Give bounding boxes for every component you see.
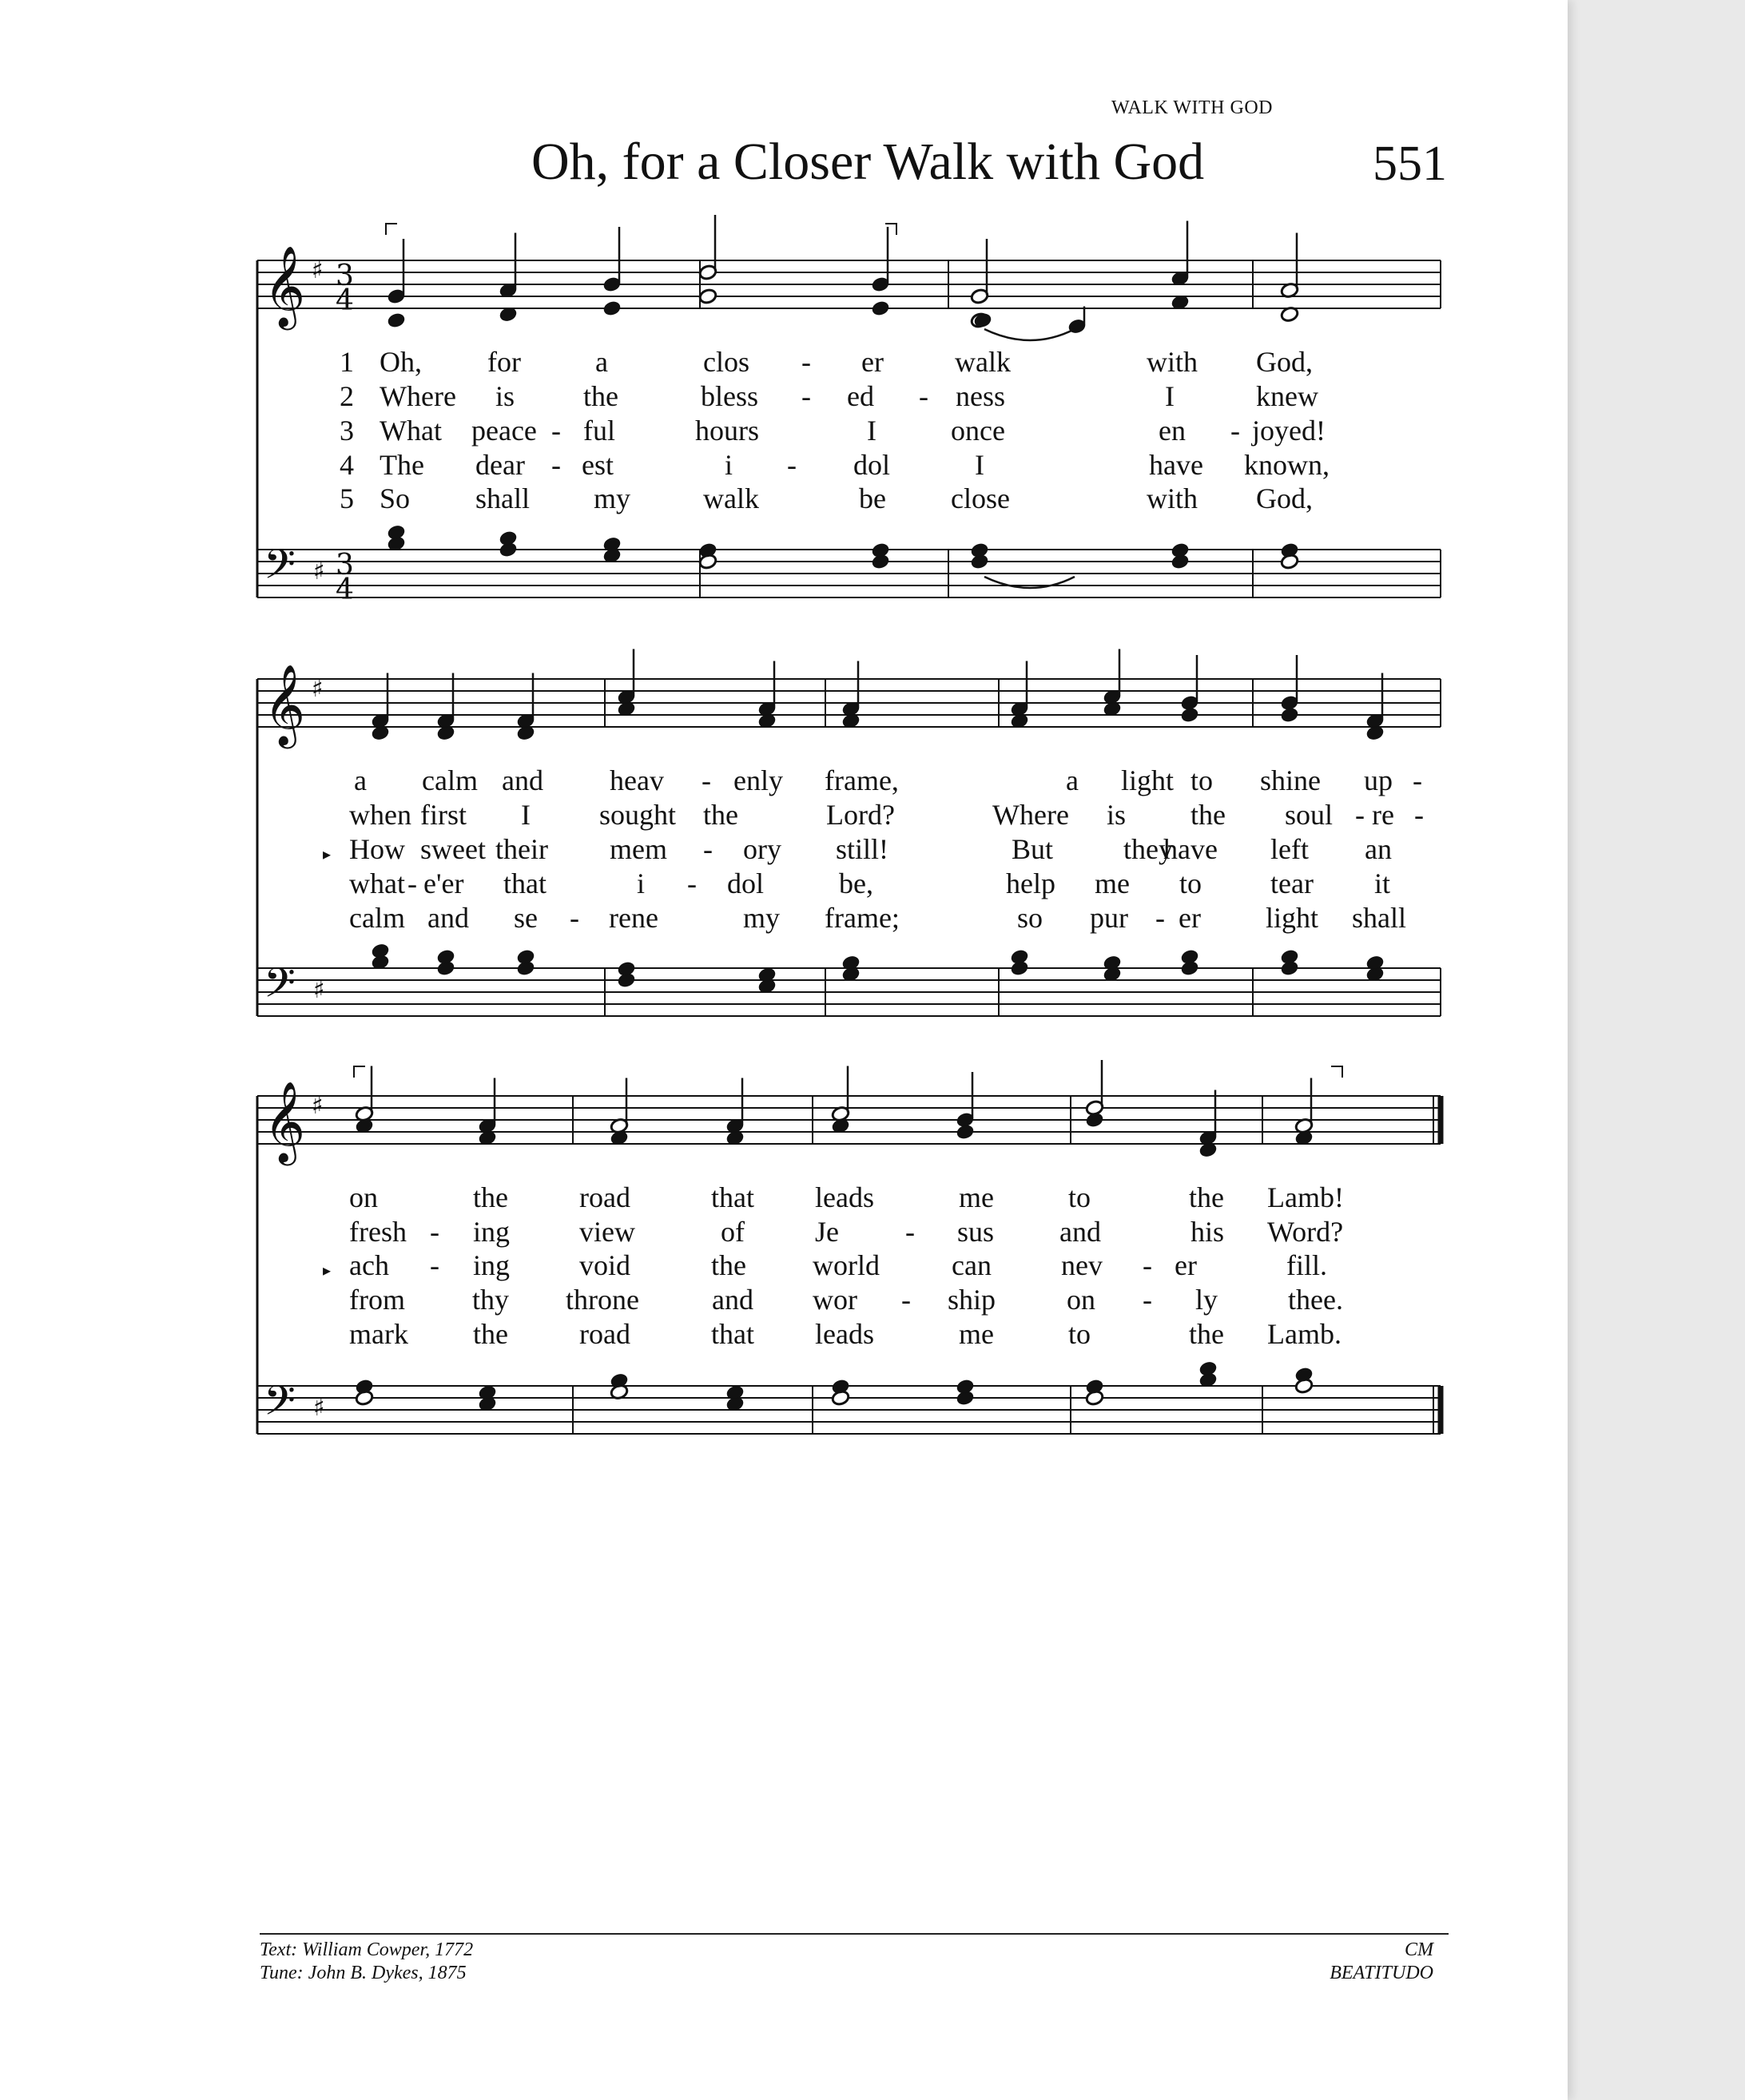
- lyric-syllable: walk: [703, 482, 759, 514]
- lyric-syllable: still!: [836, 833, 889, 865]
- lyric-syllable: -: [1355, 799, 1365, 831]
- lyric-syllable: the: [711, 1249, 746, 1281]
- lyric-syllable: up: [1364, 764, 1393, 796]
- lyric-syllable: shine: [1260, 764, 1321, 796]
- lyric-syllable: -: [407, 867, 417, 899]
- lyric-syllable: rene: [609, 902, 658, 934]
- lyric-syllable: er: [1175, 1249, 1197, 1281]
- treble-staff: [257, 260, 1441, 308]
- lyric-syllable: from: [349, 1284, 405, 1316]
- lyric-syllable: Lord?: [826, 799, 895, 831]
- lyric-syllable: Lamb.: [1267, 1318, 1342, 1350]
- lyric-syllable: I: [521, 799, 531, 831]
- lyric-syllable: I: [975, 449, 984, 481]
- lyric-syllable: and: [427, 902, 469, 934]
- note-head: [387, 524, 406, 541]
- lyric-syllable: view: [579, 1216, 635, 1248]
- phrase-bracket: [1331, 1066, 1342, 1078]
- note-head: [436, 949, 455, 966]
- lyric-syllable: But: [1012, 833, 1054, 865]
- bass-clef-icon: 𝄢: [264, 540, 296, 598]
- lyric-syllable: to: [1179, 867, 1202, 899]
- note-head: [1280, 949, 1299, 966]
- bass-staff: [257, 550, 1441, 597]
- lyric-syllable: my: [743, 902, 781, 934]
- note-head: [1085, 1112, 1104, 1129]
- lyric-syllable: that: [711, 1181, 754, 1213]
- lyric-syllable: -: [1143, 1284, 1152, 1316]
- lyric-syllable: -: [430, 1216, 439, 1248]
- lyric-syllable: to: [1190, 764, 1214, 796]
- bass-clef-icon: 𝄢: [264, 959, 296, 1017]
- text-credit-author: William Cowper, 1772: [302, 1939, 474, 1960]
- text-credit-label: Text:: [260, 1939, 298, 1960]
- lyric-syllable: soul: [1285, 799, 1334, 831]
- lyric-syllable: light: [1266, 902, 1319, 934]
- lyric-syllable: a: [1066, 764, 1079, 796]
- lyric-syllable: -: [687, 867, 697, 899]
- lyric-syllable: -: [570, 902, 579, 934]
- lyric-syllable: Where: [380, 380, 456, 412]
- note-head: [871, 300, 890, 317]
- lyric-syllable: -: [1413, 764, 1422, 796]
- footer-rule: [260, 1933, 1449, 1935]
- lyric-syllable: dear: [475, 449, 525, 481]
- lyric-syllable: God,: [1256, 346, 1313, 378]
- lyric-syllable: on: [1067, 1284, 1095, 1316]
- lyric-syllable: of: [721, 1216, 745, 1248]
- lyric-syllable: -: [901, 1284, 911, 1316]
- lyric-syllable: for: [487, 346, 521, 378]
- lyric-syllable: have: [1149, 449, 1203, 481]
- lyric-syllable: help: [1006, 867, 1055, 899]
- lyric-syllable: How: [349, 833, 405, 865]
- lyric-syllable: me: [959, 1181, 994, 1213]
- lyric-syllable: it: [1374, 867, 1391, 899]
- lyric-syllable: dol: [727, 867, 765, 899]
- sharp-icon: ♯: [313, 976, 325, 1004]
- tune-credit: [260, 1962, 467, 1984]
- lyric-syllable: heav: [610, 764, 664, 796]
- note-head: [371, 943, 390, 959]
- lyric-syllable: dol: [853, 449, 891, 481]
- verse-number: 3: [340, 415, 354, 447]
- lyric-syllable: void: [579, 1249, 631, 1281]
- sharp-icon: ♯: [312, 1092, 324, 1120]
- lyric-syllable: can: [952, 1249, 992, 1281]
- note-head: [602, 300, 622, 317]
- lyric-syllable: shall: [475, 482, 530, 514]
- lyric-syllable: and: [502, 764, 543, 796]
- refrain-marker: ▸: [323, 846, 332, 863]
- time-sig-top: 3: [336, 260, 354, 292]
- lyric-syllable: peace: [471, 415, 537, 447]
- lyric-syllable: -: [702, 764, 711, 796]
- lyric-syllable: calm: [349, 902, 405, 934]
- lyric-syllable: se: [514, 902, 538, 934]
- tie: [984, 329, 1075, 340]
- lyric-syllable: re: [1372, 799, 1394, 831]
- verse-number: 5: [340, 482, 354, 514]
- lyric-syllable: throne: [566, 1284, 639, 1316]
- lyric-syllable: road: [579, 1181, 630, 1213]
- lyric-syllable: close: [951, 482, 1010, 514]
- lyric-syllable: the: [1189, 1318, 1224, 1350]
- lyric-syllable: -: [703, 833, 713, 865]
- lyric-syllable: -: [1155, 902, 1165, 934]
- section-label: WALK WITH GOD: [1111, 97, 1273, 118]
- lyric-syllable: The: [380, 449, 424, 481]
- time-sig-bottom: 4: [336, 284, 354, 317]
- lyric-syllable: me: [1095, 867, 1130, 899]
- bass-clef-icon: 𝄢: [264, 1376, 296, 1435]
- sharp-icon: ♯: [312, 675, 324, 703]
- lyric-syllable: i: [725, 449, 733, 481]
- sharp-icon: ♯: [313, 558, 325, 586]
- lyric-syllable: and: [1059, 1216, 1101, 1248]
- lyric-syllable: nev: [1061, 1249, 1103, 1281]
- lyric-syllable: thee.: [1288, 1284, 1343, 1316]
- lyric-syllable: tear: [1270, 867, 1314, 899]
- lyric-syllable: with: [1147, 482, 1198, 514]
- lyric-syllable: first: [420, 799, 467, 831]
- lyric-syllable: the: [703, 799, 738, 831]
- lyric-syllable: light: [1121, 764, 1175, 796]
- lyric-syllable: What: [380, 415, 442, 447]
- lyric-syllable: ly: [1195, 1284, 1218, 1316]
- lyric-syllable: a: [595, 346, 608, 378]
- lyric-syllable: Lamb!: [1267, 1181, 1344, 1213]
- lyric-syllable: calm: [422, 764, 478, 796]
- lyric-syllable: walk: [955, 346, 1011, 378]
- lyric-syllable: I: [1165, 380, 1175, 412]
- lyric-syllable: they: [1123, 833, 1173, 865]
- lyric-syllable: frame,: [825, 764, 899, 796]
- lyric-syllable: -: [787, 449, 797, 481]
- note-head: [499, 530, 518, 547]
- lyric-syllable: leads: [815, 1318, 874, 1350]
- lyric-syllable: ory: [743, 833, 781, 865]
- lyric-syllable: is: [495, 380, 515, 412]
- lyric-syllable: known,: [1244, 449, 1330, 481]
- lyric-syllable: sought: [599, 799, 677, 831]
- hymn-title: Oh, for a Closer Walk with God: [531, 133, 1205, 191]
- note-head: [1171, 542, 1190, 559]
- lyric-syllable: -: [551, 449, 561, 481]
- note-head: [1180, 707, 1199, 724]
- lyric-syllable: -: [801, 346, 811, 378]
- lyric-syllable: enly: [733, 764, 783, 796]
- lyric-syllable: once: [951, 415, 1005, 447]
- note-head: [956, 1379, 975, 1395]
- meter: CM: [1405, 1939, 1433, 1960]
- lyric-syllable: left: [1270, 833, 1309, 865]
- refrain-marker: ▸: [323, 1262, 332, 1280]
- lyric-syllable: my: [594, 482, 631, 514]
- lyric-syllable: ness: [956, 380, 1005, 412]
- note-head: [1010, 949, 1029, 966]
- tune-credit-author: John B. Dykes, 1875: [308, 1963, 467, 1983]
- lyric-syllable: Je: [815, 1216, 839, 1248]
- lyric-syllable: wor: [813, 1284, 857, 1316]
- treble-clef-icon: 𝄞: [264, 663, 306, 745]
- lyric-syllable: -: [551, 415, 561, 447]
- sharp-icon: ♯: [313, 1394, 325, 1422]
- lyric-syllable: on: [349, 1181, 378, 1213]
- lyric-syllable: shall: [1352, 902, 1406, 934]
- lyric-syllable: mark: [349, 1318, 408, 1350]
- lyric-syllable: -: [905, 1216, 915, 1248]
- lyric-syllable: mem: [610, 833, 667, 865]
- lyric-syllable: his: [1190, 1216, 1225, 1248]
- lyric-syllable: be,: [839, 867, 873, 899]
- note-head: [516, 949, 535, 966]
- lyric-syllable: est: [582, 449, 614, 481]
- lyric-syllable: have: [1163, 833, 1218, 865]
- lyric-syllable: Where: [992, 799, 1069, 831]
- lyric-syllable: me: [959, 1318, 994, 1350]
- lyric-syllable: -: [801, 380, 811, 412]
- lyric-syllable: an: [1365, 833, 1392, 865]
- lyric-syllable: world: [813, 1249, 880, 1281]
- lyric-syllable: a: [354, 764, 367, 796]
- lyric-syllable: er: [861, 346, 884, 378]
- lyric-syllable: -: [1143, 1249, 1152, 1281]
- lyric-syllable: I: [867, 415, 876, 447]
- note-head: [970, 542, 989, 559]
- lyric-syllable: ful: [583, 415, 615, 447]
- lyric-syllable: clos: [703, 346, 749, 378]
- lyric-syllable: joyed!: [1252, 415, 1326, 447]
- lyric-syllable: er: [1179, 902, 1201, 934]
- lyric-syllable: is: [1107, 799, 1127, 831]
- lyric-syllable: that: [503, 867, 547, 899]
- verse-number: 1: [340, 346, 354, 378]
- hymn-number: 551: [1373, 137, 1447, 191]
- note-head: [871, 542, 890, 559]
- lyric-syllable: sweet: [420, 833, 486, 865]
- lyric-syllable: the: [473, 1318, 508, 1350]
- lyric-syllable: ach: [349, 1249, 389, 1281]
- time-sig-bottom: 4: [336, 574, 354, 606]
- lyric-syllable: -: [919, 380, 928, 412]
- phrase-bracket: [386, 224, 397, 235]
- lyric-syllable: knew: [1256, 380, 1318, 412]
- lyric-syllable: So: [380, 482, 411, 514]
- tune-credit-label: Tune:: [260, 1963, 304, 1983]
- lyric-syllable: ed: [847, 380, 874, 412]
- lyric-syllable: Word?: [1267, 1216, 1344, 1248]
- lyric-syllable: bless: [701, 380, 758, 412]
- lyric-syllable: ing: [473, 1249, 511, 1281]
- lyric-syllable: road: [579, 1318, 630, 1350]
- lyric-syllable: leads: [815, 1181, 874, 1213]
- treble-clef-icon: 𝄞: [264, 1080, 306, 1162]
- lyric-syllable: that: [711, 1318, 754, 1350]
- lyric-syllable: thy: [472, 1284, 510, 1316]
- lyric-syllable: ship: [948, 1284, 996, 1316]
- treble-clef-icon: 𝄞: [264, 244, 306, 327]
- lyric-syllable: -: [1414, 799, 1424, 831]
- note-head: [956, 1124, 975, 1141]
- lyric-syllable: Oh,: [380, 346, 422, 378]
- sharp-icon: ♯: [312, 256, 324, 284]
- verse-number: 4: [340, 449, 354, 481]
- lyric-syllable: fresh: [349, 1216, 407, 1248]
- lyric-syllable: the: [473, 1181, 508, 1213]
- note-head: [698, 288, 717, 305]
- lyric-syllable: -: [430, 1249, 439, 1281]
- lyric-syllable: their: [495, 833, 548, 865]
- lyric-syllable: the: [583, 380, 618, 412]
- lyric-syllable: God,: [1256, 482, 1313, 514]
- lyric-syllable: -: [1230, 415, 1240, 447]
- text-credit: [260, 1939, 473, 1961]
- lyric-syllable: to: [1068, 1181, 1091, 1213]
- note-head: [1280, 707, 1299, 724]
- phrase-bracket: [354, 1066, 365, 1078]
- lyric-syllable: the: [1189, 1181, 1224, 1213]
- lyric-syllable: what: [349, 867, 405, 899]
- tune-name: BEATITUDO: [1330, 1963, 1433, 1983]
- note-head: [617, 961, 636, 978]
- lyric-syllable: en: [1159, 415, 1186, 447]
- lyric-syllable: be: [859, 482, 886, 514]
- lyric-syllable: i: [637, 867, 646, 899]
- note-head: [387, 312, 406, 329]
- verse-number: 2: [340, 380, 354, 412]
- time-sig-top: 3: [336, 549, 354, 582]
- lyric-syllable: the: [1190, 799, 1226, 831]
- lyric-syllable: e'er: [423, 867, 464, 899]
- lyric-syllable: when: [349, 799, 411, 831]
- lyric-syllable: with: [1147, 346, 1198, 378]
- note-head: [1198, 1360, 1218, 1377]
- lyric-syllable: sus: [957, 1216, 995, 1248]
- lyric-syllable: pur: [1090, 902, 1128, 934]
- lyric-syllable: ing: [473, 1216, 511, 1248]
- lyric-syllable: so: [1017, 902, 1043, 934]
- lyric-syllable: frame;: [825, 902, 900, 934]
- lyric-syllable: to: [1068, 1318, 1091, 1350]
- lyric-syllable: fill.: [1286, 1249, 1327, 1281]
- lyric-syllable: hours: [695, 415, 759, 447]
- note-head: [1180, 949, 1199, 966]
- lyric-syllable: and: [712, 1284, 753, 1316]
